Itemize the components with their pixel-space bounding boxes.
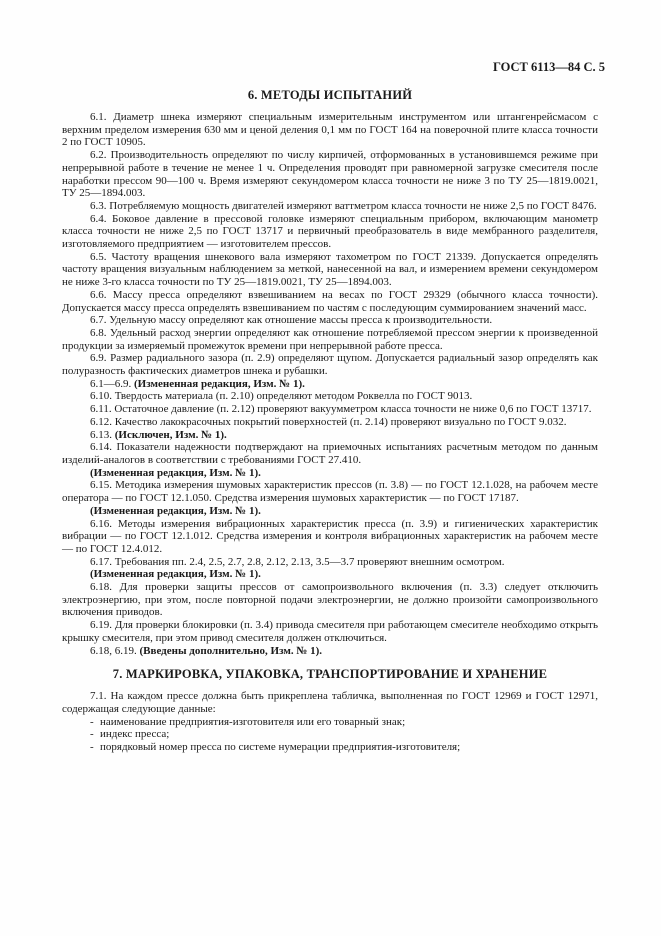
list-item: - наименование предприятия-изготовителя или его товарный знак; bbox=[90, 715, 406, 728]
paragraph-6-6: 6.6. Массу пресса определяют взвешиванием на весах по ГОСТ 29329 (обычного класса точности). Допускается массу пресса определять взвешиванием по частям с последующим суммированием значений масс. bbox=[62, 288, 598, 314]
paragraph-6-5: 6.5. Частоту вращения шнекового вала измеряют тахометром по ГОСТ 21339. Допускается определять частоту вращения визуальным наблюдением за меткой, нанесенной на вал, и измерением времени секундомером не ниже 3-го класса точности по ТУ 25—1819.0021, ТУ 25—1894.003. bbox=[62, 250, 598, 289]
paragraph-6-19: 6.19. Для проверки блокировки (п. 3.4) привода смесителя при работающем смесителе необходимо открыть крышку смесителя, при этом привод смесителя должен отключиться. bbox=[62, 619, 598, 644]
clause-number: 6.13. bbox=[90, 428, 112, 441]
paragraph-6-12: 6.12. Качество лакокрасочных покрытий поверхностей (п. 2.14) проверяют визуально по ГОСТ 9.032. bbox=[90, 415, 567, 428]
amendment-note-6-17: (Измененная редакция, Изм. № 1). bbox=[90, 568, 261, 581]
paragraph-6-8: 6.8. Удельный расход энергии определяют как отношение потребляемой прессом энергии к произведенной продукции за измеряемый промежуток времени при непрерывной работе пресса. bbox=[62, 326, 598, 352]
amendment-note-6-15: (Измененная редакция, Изм. № 1). bbox=[90, 504, 261, 517]
paragraph-6-4: 6.4. Боковое давление в прессовой головке измеряют специальным прибором, включающим манометр класса точности не ниже 2,5 по ГОСТ 13717 и первичный преобразователь в виде мембранного разделителя, изготовляемого предприятием — изготовителем прессов. bbox=[62, 212, 598, 251]
amendment-note-6-1-6-9 bbox=[62, 378, 598, 391]
paragraph-6-17: 6.17. Требования пп. 2.4, 2.5, 2.7, 2.8, 2.12, 2.13, 3.5—3.7 проверяют внешним осмотром. bbox=[90, 555, 505, 568]
plate-data-list bbox=[62, 716, 598, 754]
amendment-note-6-14: (Измененная редакция, Изм. № 1). bbox=[90, 466, 261, 479]
paragraph-6-7: 6.7. Удельную массу определяют как отношение массы пресса к производительности. bbox=[90, 314, 493, 327]
paragraph-6-14: 6.14. Показатели надежности подтверждают на приемочных испытаниях расчетным методом по данным изделий-аналогов в соответствии с требованиями ГОСТ 27.410. bbox=[62, 441, 598, 466]
paragraph-6-9: 6.9. Размер радиального зазора (п. 2.9) определяют щупом. Допускается радиальный зазор определять как полуразность фактических диаметров шнека и рубашки. bbox=[62, 352, 598, 378]
excluded-note: (Исключен, Изм. № 1). bbox=[114, 428, 227, 441]
list-item: - индекс пресса; bbox=[90, 728, 170, 741]
paragraph-6-13 bbox=[62, 429, 598, 442]
amendment-range: 6.18, 6.19. bbox=[90, 644, 137, 657]
amendment-text: (Измененная редакция, Изм. № 1). bbox=[134, 377, 305, 390]
paragraph-6-15: 6.15. Методика измерения шумовых характеристик прессов (п. 3.8) — по ГОСТ 12.1.028, на рабочем месте оператора — по ГОСТ 12.1.050. Средства измерения шумовых характеристик — по ГОСТ 17187. bbox=[62, 479, 598, 505]
amendment-text: (Введены дополнительно, Изм. № 1). bbox=[139, 644, 323, 657]
paragraph-6-3: 6.3. Потребляемую мощность двигателей измеряют ваттметром класса точности не ниже 2,5 по ГОСТ 8476. bbox=[90, 199, 597, 212]
section-7-heading: 7. МАРКИРОВКА, УПАКОВКА, ТРАНСПОРТИРОВАНИЕ И ХРАНЕНИЕ bbox=[112, 667, 548, 682]
paragraph-6-11: 6.11. Остаточное давление (п. 2.12) проверяют вакуумметром класса точности не ниже 0,6 по ГОСТ 13717. bbox=[90, 403, 592, 416]
page-header: ГОСТ 6113—84 С. 5 bbox=[493, 60, 605, 74]
document-body bbox=[62, 88, 598, 754]
paragraph-6-16: 6.16. Методы измерения вибрационных характеристик пресса (п. 3.9) и гигиенических характеристик вибрации — по ГОСТ 12.1.012. Средства измерения и контроля вибрационных характеристик на рабочем месте — по ГОСТ 12.4.012. bbox=[62, 517, 598, 555]
section-6-heading: 6. МЕТОДЫ ИСПЫТАНИЙ bbox=[247, 88, 413, 102]
list-item: - порядковый номер пресса по системе нумерации предприятия-изготовителя; bbox=[90, 741, 461, 754]
paragraph-7-1: 7.1. На каждом прессе должна быть прикреплена табличка, выполненная по ГОСТ 12969 и ГОСТ 12971, содержащая следующие данные: bbox=[62, 690, 598, 715]
amendment-note-6-18-6-19 bbox=[62, 645, 598, 658]
paragraph-6-2: 6.2. Производительность определяют по числу кирпичей, отформованных в установившемся режиме при непрерывной работе в течение не менее 1 ч. Определения проводят при равномерной загрузке смесителя после наработки прессом 90—100 ч. Время измеряют секундомером класса точности не ниже 3 по ТУ 25—1819.0021, ТУ 25—1894.003. bbox=[62, 149, 598, 200]
paragraph-6-10: 6.10. Твердость материала (п. 2.10) определяют методом Роквелла по ГОСТ 9013. bbox=[90, 390, 473, 403]
paragraph-6-18: 6.18. Для проверки защиты прессов от самопроизвольного включения (п. 3.3) следует отключить электроэнергию, при этом, после повторной подачи электроэнергии, не должно произойти самопроизвольного включения приводов. bbox=[62, 581, 598, 619]
paragraph-6-1: 6.1. Диаметр шнека измеряют специальным измерительным инструментом или штангенрейсмасом с верхним пределом измерения 630 мм и ценой деления 0,1 мм по ГОСТ 164 на поверочной плите класса точности 2 по ГОСТ 10905. bbox=[62, 111, 598, 149]
amendment-range: 6.1—6.9. bbox=[90, 377, 132, 390]
